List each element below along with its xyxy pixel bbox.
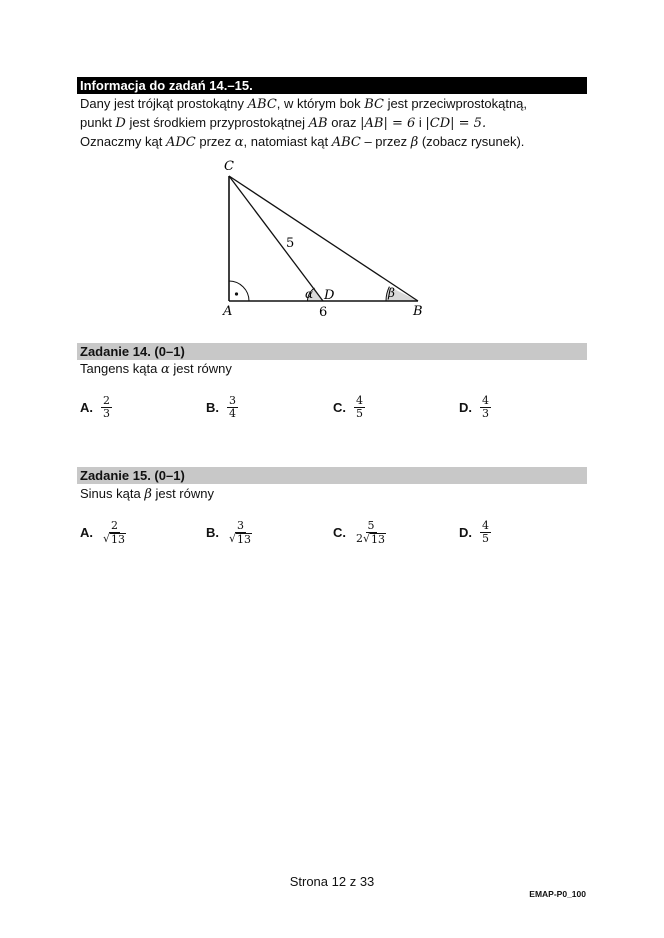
numerator: 2 (103, 394, 110, 407)
label-d: D (324, 288, 335, 303)
exam-code: EMAP-P0_100 (529, 889, 586, 899)
numerator: 4 (356, 394, 363, 407)
denominator: 4 (229, 407, 236, 420)
side-bc (229, 176, 418, 301)
fraction (101, 520, 128, 545)
task14-option-b[interactable] (206, 395, 238, 420)
fraction (101, 395, 112, 420)
task15-option-c[interactable] (333, 520, 388, 545)
text: (zobacz rysunek). (418, 134, 525, 149)
option-label: D. (459, 525, 472, 540)
text: Tangens kąta (80, 361, 161, 376)
math: α (234, 135, 244, 150)
task14-header: Zadanie 14. (0–1) (77, 343, 587, 360)
fraction (354, 395, 365, 420)
radicand: 13 (371, 533, 386, 546)
math: BC (364, 97, 384, 112)
sqrt-symbol: √ 13 (363, 532, 386, 546)
alpha-symbol: α (160, 362, 170, 377)
denominator: 5 (482, 532, 489, 545)
math: ABC (247, 97, 277, 112)
fraction (480, 520, 491, 545)
numerator: 3 (237, 519, 244, 532)
text: , w którym bok (276, 96, 365, 111)
task15-option-a[interactable] (80, 520, 128, 545)
text: jest przeciwprostokątną, (383, 96, 528, 111)
denominator (354, 533, 388, 545)
option-label: A. (80, 400, 93, 415)
text: Oznaczmy kąt (80, 134, 166, 149)
beta-symbol: β (144, 487, 152, 502)
denominator: 3 (103, 407, 110, 420)
task15-header: Zadanie 15. (0–1) (77, 467, 587, 484)
page-number: Strona 12 z 33 (289, 874, 375, 889)
numerator: 4 (482, 394, 489, 407)
label-a: A (223, 304, 233, 319)
math: D (115, 116, 126, 131)
text: jest środkiem przyprostokątnej (125, 115, 309, 130)
text: Dany jest trójkąt prostokątny (80, 96, 248, 111)
math: ABC (331, 135, 361, 150)
text: , natomiast kąt (243, 134, 332, 149)
option-label: C. (333, 525, 346, 540)
option-label: A. (80, 525, 93, 540)
option-label: C. (333, 400, 346, 415)
info-header: Informacja do zadań 14.–15. (77, 77, 587, 94)
math: β (410, 135, 419, 150)
numerator: 5 (367, 519, 375, 532)
denominator (227, 533, 254, 545)
option-label: D. (459, 400, 472, 415)
task15-option-d[interactable] (459, 520, 491, 545)
text: i (415, 115, 426, 130)
numerator: 2 (111, 519, 118, 532)
math: |AB| = 6 (360, 116, 416, 131)
segment-cd (229, 176, 323, 301)
text: przez (195, 134, 235, 149)
fraction (480, 395, 491, 420)
sqrt-symbol: √ 13 (229, 532, 252, 546)
radicand: 13 (237, 533, 252, 546)
text: punkt (80, 115, 116, 130)
text: – przez (360, 134, 411, 149)
label-beta: β (388, 286, 395, 300)
task14-prompt (80, 360, 232, 379)
label-b: B (413, 304, 423, 319)
label-ab-length: 6 (319, 305, 328, 320)
fraction (227, 395, 238, 420)
coefficient: 2 (356, 532, 363, 545)
radicand: 13 (111, 533, 126, 546)
right-angle-dot (235, 292, 238, 295)
task14-option-d[interactable] (459, 395, 491, 420)
label-cd-length: 5 (286, 236, 295, 251)
text: jest równy (151, 486, 214, 501)
right-angle-arc (229, 281, 249, 301)
task14-option-a[interactable] (80, 395, 112, 420)
math: ADC (165, 135, 196, 150)
task15-prompt (80, 485, 214, 504)
denominator: 3 (482, 407, 489, 420)
label-c: C (224, 159, 234, 174)
sqrt-symbol: √ 13 (103, 532, 126, 546)
option-label: B. (206, 525, 219, 540)
math: AB (308, 116, 328, 131)
option-label: B. (206, 400, 219, 415)
text: oraz (327, 115, 361, 130)
task14-option-c[interactable] (333, 395, 365, 420)
fraction (354, 520, 388, 545)
label-alpha: α (305, 287, 314, 301)
denominator: 5 (356, 407, 363, 420)
text: Sinus kąta (80, 486, 145, 501)
triangle-figure (0, 0, 664, 340)
numerator: 3 (229, 394, 236, 407)
fraction (227, 520, 254, 545)
denominator (101, 533, 128, 545)
numerator: 4 (482, 519, 489, 532)
task15-option-b[interactable] (206, 520, 254, 545)
math: |CD| = 5. (425, 116, 487, 131)
text: jest równy (169, 361, 232, 376)
